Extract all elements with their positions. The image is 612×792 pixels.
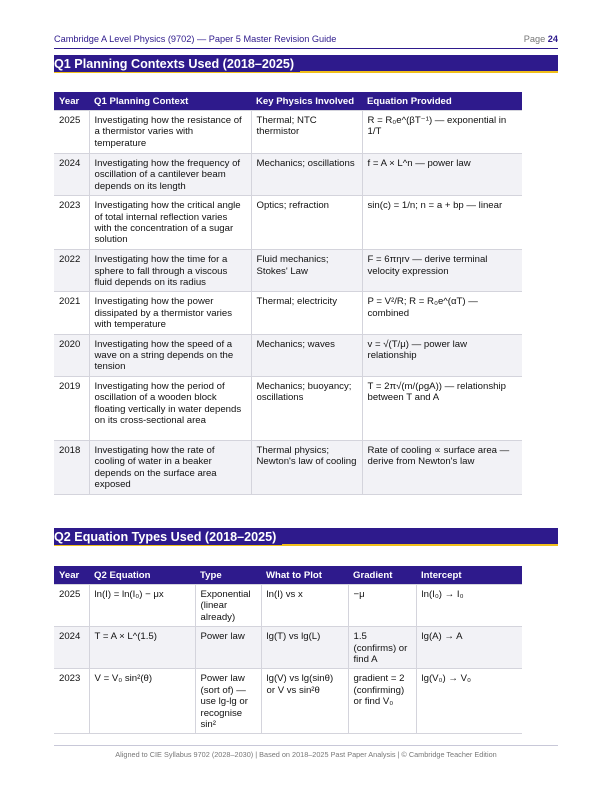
context-cell: Investigating how the period of oscillation of a wooden block floating vertically in water depends on its cross-sectional area — [89, 376, 251, 440]
physics-cell: Thermal; NTC thermistor — [251, 111, 362, 154]
physics-cell: Optics; refraction — [251, 196, 362, 250]
year-cell: 2024 — [54, 154, 89, 196]
year-cell: 2025 — [54, 585, 89, 627]
column-header: Gradient — [348, 566, 416, 585]
physics-cell: Mechanics; oscillations — [251, 154, 362, 196]
physics-cell: Fluid mechanics; Stokes' Law — [251, 250, 362, 292]
physics-cell: Thermal physics; Newton's law of cooling — [251, 440, 362, 494]
equation-cell: v = √(T/μ) — power law relationship — [362, 334, 522, 376]
q1-section-heading — [54, 55, 558, 73]
page-footer: Aligned to CIE Syllabus 9702 (2028–2030) | Based on 2018–2025 Past Paper Analysis | © Cambridge Teacher Edition — [54, 745, 558, 759]
table-row — [54, 440, 522, 494]
column-header: Equation Provided — [362, 92, 522, 111]
type-cell: Exponential (linear already) — [195, 585, 261, 627]
guide-title: Cambridge A Level Physics (9702) — Paper 5 Master Revision Guide — [54, 34, 337, 44]
plot-cell: lg(T) vs lg(L) — [261, 627, 348, 669]
equation-cell: P = V²/R; R = R₀e^(αT) — combined — [362, 292, 522, 334]
running-header — [54, 34, 558, 49]
page-label: Page — [523, 34, 546, 44]
year-cell: 2021 — [54, 292, 89, 334]
context-cell: Investigating how the critical angle of total internal reflection varies with the concentration of a sugar solution — [89, 196, 251, 250]
context-cell: Investigating how the power dissipated by a thermistor varies with temperature — [89, 292, 251, 334]
table-row — [54, 669, 522, 734]
equation-cell: V = V₀ sin²(θ) — [89, 669, 195, 734]
column-header: Q2 Equation — [89, 566, 195, 585]
q2-equation-table — [54, 566, 522, 734]
year-cell: 2024 — [54, 627, 89, 669]
page-indicator — [524, 34, 558, 44]
column-header: Year — [54, 566, 89, 585]
page-number: 24 — [547, 34, 558, 44]
context-cell: Investigating how the resistance of a thermistor varies with temperature — [89, 111, 251, 154]
plot-cell: lg(V) vs lg(sinθ) or V vs sin²θ — [261, 669, 348, 734]
table-row — [54, 334, 522, 376]
table-row — [54, 292, 522, 334]
column-header: Q1 Planning Context — [89, 92, 251, 111]
context-cell: Investigating how the time for a sphere to fall through a viscous fluid depends on its radius — [89, 250, 251, 292]
column-header: What to Plot — [261, 566, 348, 585]
year-cell: 2023 — [54, 669, 89, 734]
gradient-cell: gradient = 2 (confirming) or find V₀ — [348, 669, 416, 734]
equation-cell: ln(I) = ln(I₀) − μx — [89, 585, 195, 627]
context-cell: Investigating how the frequency of oscillation of a cantilever beam depends on its length — [89, 154, 251, 196]
intercept-cell: lg(A) → A — [416, 627, 522, 669]
column-header: Key Physics Involved — [251, 92, 362, 111]
intercept-cell: lg(V₀) → V₀ — [416, 669, 522, 734]
table-header-row — [54, 566, 522, 585]
physics-cell: Mechanics; buoyancy; oscillations — [251, 376, 362, 440]
physics-cell: Thermal; electricity — [251, 292, 362, 334]
type-cell: Power law (sort of) — use lg-lg or recognise sin² — [195, 669, 261, 734]
table-header-row — [54, 92, 522, 111]
year-cell: 2025 — [54, 111, 89, 154]
table-row — [54, 154, 522, 196]
table-row — [54, 627, 522, 669]
physics-cell: Mechanics; waves — [251, 334, 362, 376]
column-header: Type — [195, 566, 261, 585]
context-cell: Investigating how the speed of a wave on a string depends on the tension — [89, 334, 251, 376]
q2-section-heading — [54, 528, 558, 546]
q1-planning-table — [54, 92, 522, 495]
context-cell: Investigating how the rate of cooling of water in a beaker depends on the surface area exposed — [89, 440, 251, 494]
q2-section-title: Q2 Equation Types Used (2018–2025) — [54, 529, 282, 545]
column-header: Intercept — [416, 566, 522, 585]
intercept-cell: ln(I₀) → I₀ — [416, 585, 522, 627]
year-cell: 2020 — [54, 334, 89, 376]
table-row — [54, 111, 522, 154]
equation-cell: T = A × L^(1.5) — [89, 627, 195, 669]
equation-cell: F = 6πηrv — derive terminal velocity expression — [362, 250, 522, 292]
plot-cell: ln(I) vs x — [261, 585, 348, 627]
equation-cell: Rate of cooling ∝ surface area — derive from Newton's law — [362, 440, 522, 494]
year-cell: 2019 — [54, 376, 89, 440]
equation-cell: sin(c) = 1/n; n = a + bp — linear — [362, 196, 522, 250]
year-cell: 2018 — [54, 440, 89, 494]
q1-section-title: Q1 Planning Contexts Used (2018–2025) — [54, 56, 300, 72]
type-cell: Power law — [195, 627, 261, 669]
equation-cell: R = R₀e^(βT⁻¹) — exponential in 1/T — [362, 111, 522, 154]
gradient-cell: −μ — [348, 585, 416, 627]
equation-cell: T = 2π√(m/(ρgA)) — relationship between T and A — [362, 376, 522, 440]
year-cell: 2022 — [54, 250, 89, 292]
table-row — [54, 250, 522, 292]
equation-cell: f = A × L^n — power law — [362, 154, 522, 196]
table-row — [54, 376, 522, 440]
gradient-cell: 1.5 (confirms) or find A — [348, 627, 416, 669]
table-row — [54, 585, 522, 627]
table-row — [54, 196, 522, 250]
year-cell: 2023 — [54, 196, 89, 250]
column-header: Year — [54, 92, 89, 111]
